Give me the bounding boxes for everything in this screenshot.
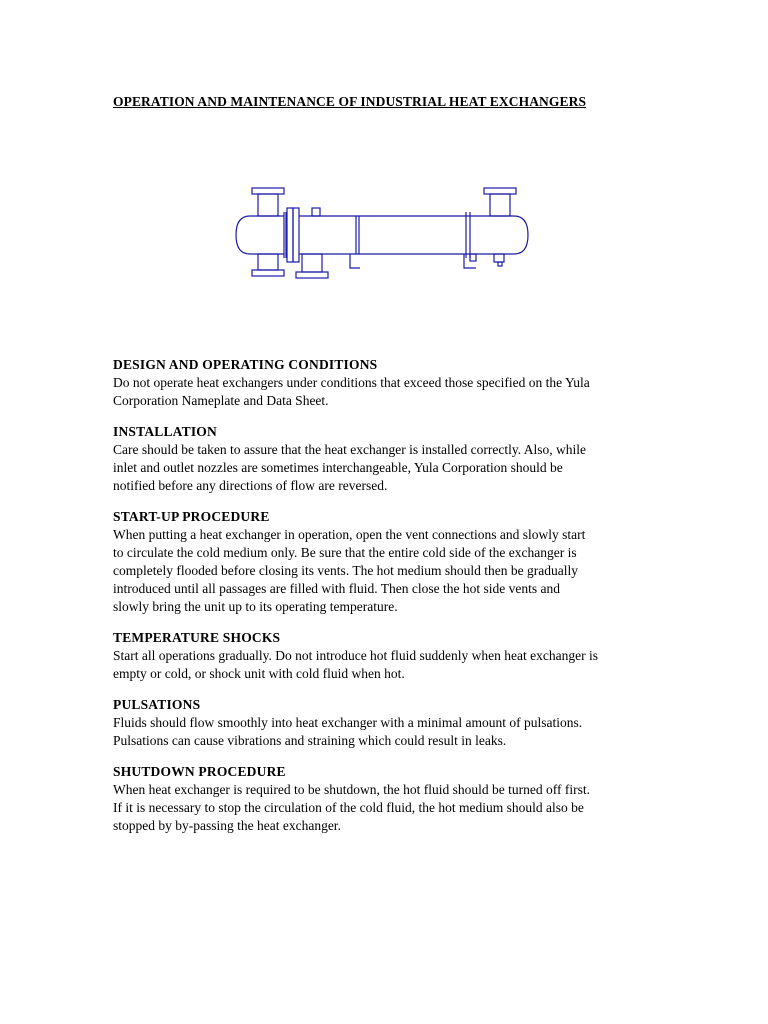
section-body [113, 441, 673, 495]
body-line: Pulsations can cause vibrations and straining which could result in leaks. [113, 733, 507, 748]
body-line: empty or cold, or shock unit with cold fluid when hot. [113, 666, 405, 681]
section-body [113, 714, 673, 750]
body-line: notified before any directions of flow are reversed. [113, 478, 388, 493]
body-line: completely flooded before closing its vents. The hot medium should then be gradually [113, 563, 579, 578]
section-heading: TEMPERATURE SHOCKS [113, 630, 281, 645]
body-line: If it is necessary to stop the circulation of the cold fluid, the hot medium should also be [113, 800, 584, 815]
section-heading: DESIGN AND OPERATING CONDITIONS [113, 357, 378, 372]
section-temperature-shocks [113, 629, 673, 683]
section-heading: PULSATIONS [113, 697, 201, 712]
section-heading: SHUTDOWN PROCEDURE [113, 764, 286, 779]
section-start-up-procedure [113, 508, 673, 616]
section-pulsations [113, 696, 673, 750]
body-line: slowly bring the unit up to its operating temperature. [113, 599, 398, 614]
body-line: Corporation Nameplate and Data Sheet. [113, 393, 329, 408]
section-heading: INSTALLATION [113, 424, 217, 439]
body-line: to circulate the cold medium only. Be sure that the entire cold side of the exchanger is [113, 545, 577, 560]
section-installation [113, 423, 673, 495]
body-line: Care should be taken to assure that the heat exchanger is installed correctly. Also, while [113, 442, 586, 457]
page-title: OPERATION AND MAINTENANCE OF INDUSTRIAL HEAT EXCHANGERS [113, 94, 587, 109]
body-line: Start all operations gradually. Do not introduce hot fluid suddenly when heat exchanger is [113, 648, 598, 663]
body-line: When heat exchanger is required to be shutdown, the hot fluid should be turned off first. [113, 782, 591, 797]
body-line: stopped by by-passing the heat exchanger. [113, 818, 341, 833]
body-line: inlet and outlet nozzles are sometimes interchangeable, Yula Corporation should be [113, 460, 563, 475]
body-line: When putting a heat exchanger in operation, open the vent connections and slowly start [113, 527, 586, 542]
body-line: Do not operate heat exchangers under conditions that exceed those specified on the Yula [113, 375, 590, 390]
section-body [113, 526, 673, 616]
heat-exchanger-diagram [230, 180, 540, 290]
document-body [113, 356, 673, 848]
section-design-and-operating-conditions [113, 356, 673, 410]
section-body [113, 781, 673, 835]
section-body [113, 647, 673, 683]
section-shutdown-procedure [113, 763, 673, 835]
section-body [113, 374, 673, 410]
body-line: introduced until all passages are filled with fluid. Then close the hot side vents and [113, 581, 561, 596]
section-heading: START-UP PROCEDURE [113, 509, 270, 524]
body-line: Fluids should flow smoothly into heat exchanger with a minimal amount of pulsations. [113, 715, 583, 730]
